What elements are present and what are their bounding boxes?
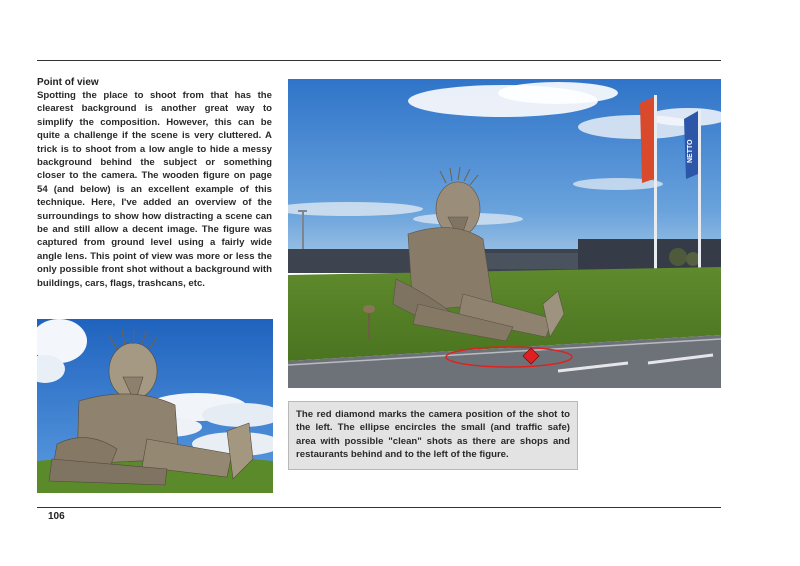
article-column xyxy=(37,76,272,290)
closeup-photo xyxy=(37,319,273,493)
bottom-rule xyxy=(37,507,721,508)
caption-box xyxy=(288,401,578,470)
flag-lettering: NETTO xyxy=(687,139,694,163)
article-body: Spotting the place to shoot from that has the clearest background is another great way to simplify the composition. However, this can be quite a challenge if the scene is very cluttered. A trick is to shoot from a low angle to hide a messy background behind the subject or something closer to the camera. The wooden figure on page 54 (and below) is an excellent example of this technique. Here, I've added an overview of the surroundings to show how distracting a scene can be and still allow a decent image. The figure was captured from ground level using a fairly wide angle lens. This point of view was more or less the only possible front shot without a background with buildings, cars, flags, trashcans, etc. xyxy=(37,90,272,289)
overview-photo xyxy=(288,79,721,388)
page-number: 106 xyxy=(48,511,65,522)
section-heading: Point of view xyxy=(37,77,99,88)
top-rule xyxy=(37,60,721,61)
caption-text: The red diamond marks the camera position of the shot to the left. The ellipse encircles the small (and traffic safe) area with possible "clean" shots as there are shops and restaurants behind and to the left of the figure. xyxy=(296,409,570,461)
